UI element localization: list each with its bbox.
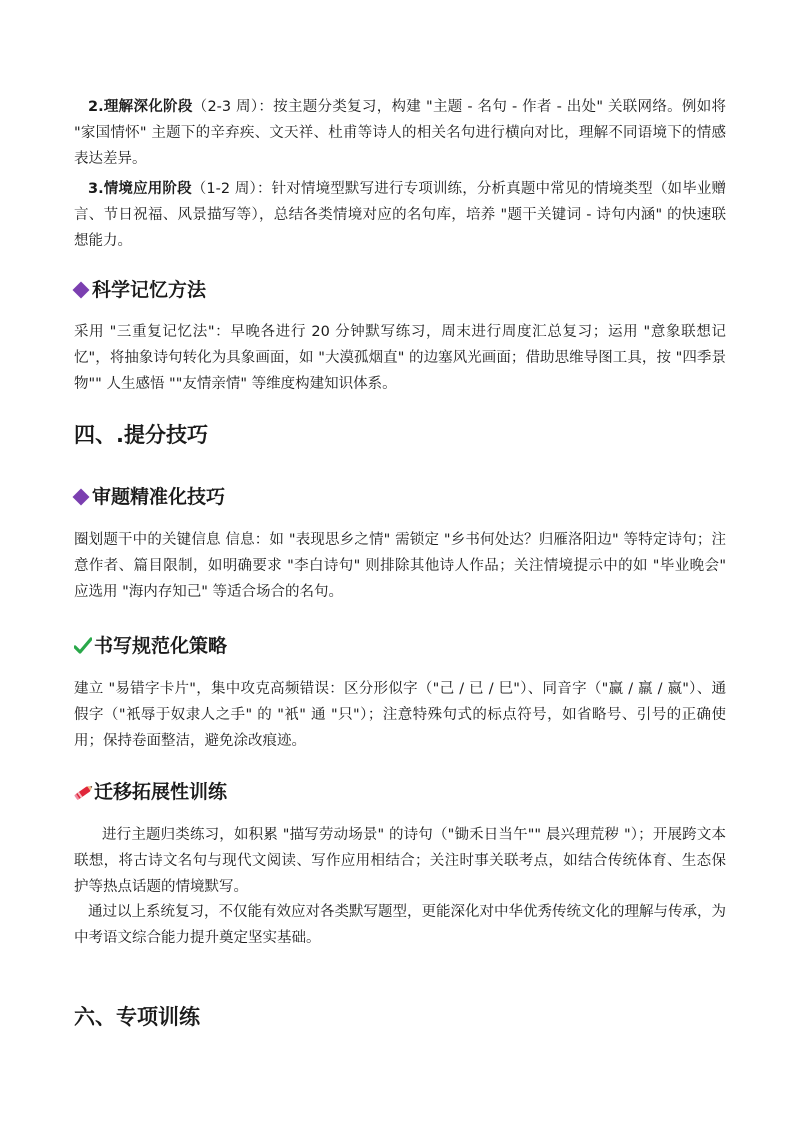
exam-heading-text: 审题精准化技巧: [92, 486, 226, 508]
stage3-body: （1-2 周）：针对情境型默写进行专项训练，分析真题中常见的情境类型（如毕业赠言、节日祝福、风景描写等），总结各类情境对应的名句库，培养 "题干关键词 - 诗句内涵" 的快速联想能力。: [74, 181, 726, 249]
stage2-paragraph: [74, 94, 726, 172]
stage2-title: 2.理解深化阶段: [88, 99, 193, 115]
stage2-body: （2-3 周）：按主题分类复习，构建 "主题 - 名句 - 作者 - 出处" 关联网络。例如将 "家国情怀" 主题下的辛弃疾、文天祥、杜甫等诗人的相关名句进行横向对比，理解不同语境下的情感表达差异。: [74, 99, 726, 167]
conclusion-paragraph: 通过以上系统复习，不仅能有效应对各类默写题型，更能深化对中华优秀传统文化的理解与传承，为中考语文综合能力提升奠定坚实基础。: [74, 904, 726, 946]
pencil-icon: [74, 783, 92, 801]
transfer-heading-text: 迁移拓展性训练: [94, 781, 228, 803]
exam-heading: [74, 484, 225, 510]
memory-paragraph: 采用 "三重复记忆法"：早晚各进行 20 分钟默写练习，周末进行周度汇总复习；运用 "意象联想记忆"，将抽象诗句转化为具象画面，如 "大漠孤烟直" 的边塞风光画面；借助思维导图工具，按 "四季景物"" 人生感悟 ""友情亲情" 等维度构建知识体系。: [74, 324, 726, 392]
transfer-paragraph: 进行主题归类练习，如积累 "描写劳动场景" 的诗句（"锄禾日当午"" 晨兴理荒秽 "）；开展跨文本联想，将古诗文名句与现代文阅读、写作应用相结合；关注时事关联考点，如结合传统体育、生态保护等热点话题的情境默写。: [74, 827, 726, 895]
section6-heading: 六、专项训练: [74, 1005, 200, 1029]
diamond-icon: [73, 282, 90, 299]
exam-paragraph: 圈划题干中的关键信息 信息：如 "表现思乡之情" 需锁定 "乡书何处达？归雁洛阳边" 等特定诗句；注意作者、篇目限制，如明确要求 "李白诗句" 则排除其他诗人作品；关注情境提示中的如 "毕业晚会" 应选用 "海内存知己" 等适合场合的名句。: [74, 532, 726, 600]
diamond-icon: [73, 489, 90, 506]
memory-heading-text: 科学记忆方法: [92, 279, 207, 301]
writing-heading: [74, 633, 227, 659]
writing-paragraph: 建立 "易错字卡片"，集中攻克高频错误：区分形似字（"己 / 已 / 巳"）、同音字（"赢 / 羸 / 嬴"）、通假字（"衹辱于奴隶人之手" 的 "衹" 通 "只"）；注意特殊句式的标点符号，如省略号、引号的正确使用；保持卷面整洁，避免涂改痕迹。: [74, 681, 726, 749]
stage3-title: 3.情境应用阶段: [88, 181, 192, 197]
memory-heading: [74, 277, 206, 303]
transfer-heading: [74, 779, 227, 805]
stage3-paragraph: [74, 176, 726, 254]
check-icon: [74, 637, 92, 655]
writing-heading-text: 书写规范化策略: [94, 635, 228, 657]
section4-heading: 四、.提分技巧: [74, 423, 208, 447]
